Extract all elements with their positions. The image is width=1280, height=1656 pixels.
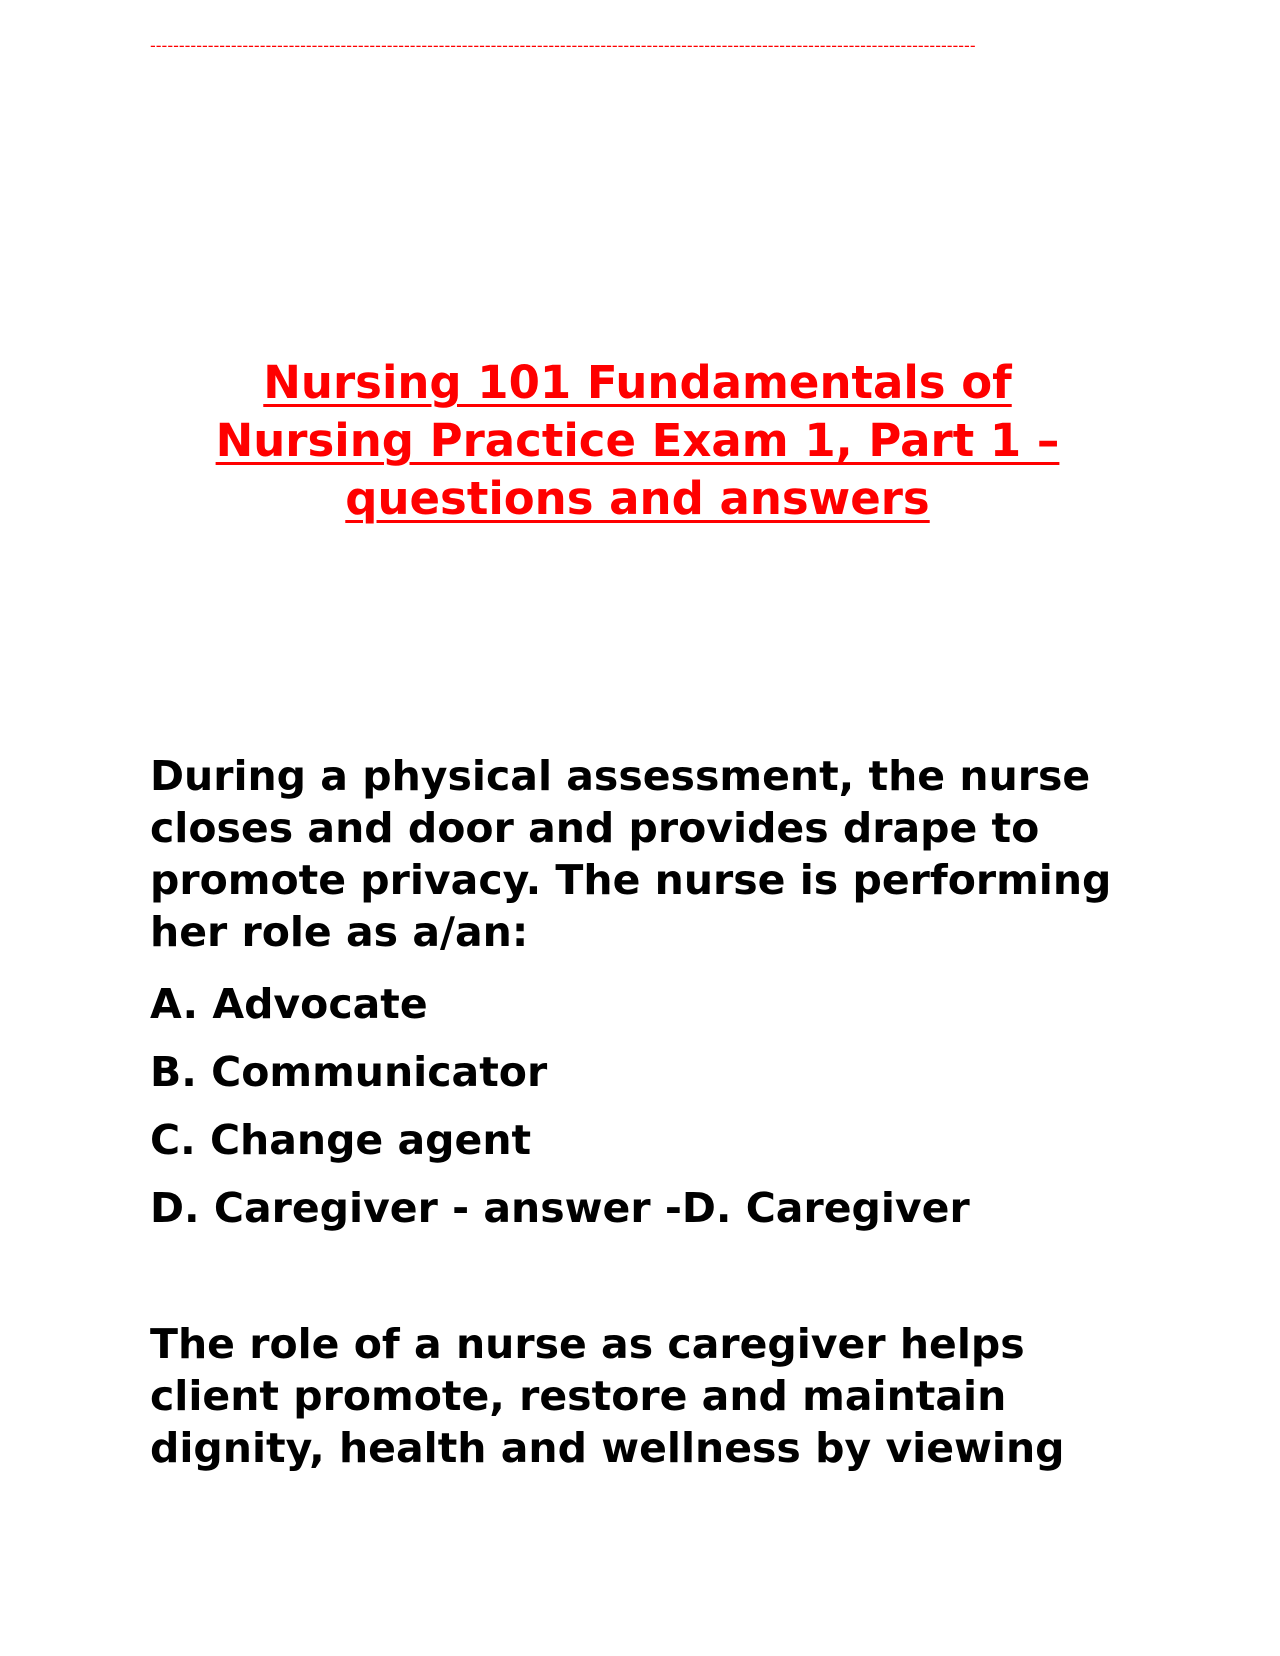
explanation-text: The role of a nurse as caregiver helps client promote, restore and maintain dignity, health and wellness by viewing [150,1320,1065,1472]
option-d: D. Caregiver - answer -D. Caregiver [150,1184,970,1232]
option-b: B. Communicator [150,1048,548,1096]
title-line-2: Nursing Practice Exam 1, Part 1 – [215,414,1060,467]
answer-options [150,978,1125,1250]
question-text: During a physical assessment, the nurse closes and door and provides drape to promote privacy. The nurse is performing her role as a/an: [150,752,1112,956]
title-line-3: questions and answers [345,472,930,525]
document-title [150,354,1125,528]
option-c: C. Change agent [150,1116,532,1164]
header-dash-line: ----------------------------------------------------------------------------------------------------------------------------------------------- [150,36,976,55]
title-line-1: Nursing 101 Fundamentals of [263,356,1012,409]
option-a: A. Advocate [150,980,428,1028]
